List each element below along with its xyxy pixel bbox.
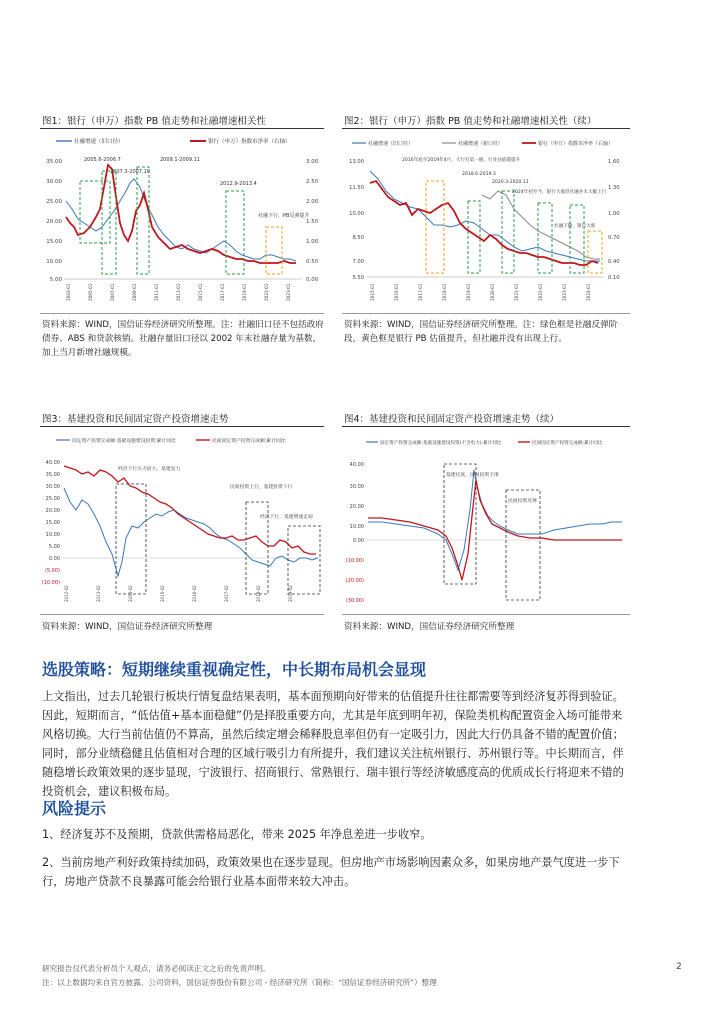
section1-paragraph <box>42 687 686 801</box>
svg-text:5.50: 5.50 <box>352 275 364 281</box>
svg-text:2012-02: 2012-02 <box>64 585 69 602</box>
svg-text:7.00: 7.00 <box>352 259 364 265</box>
figure3-legend-0: 固定资产投资完成额:基础设施建设投资:累计同比 <box>72 439 176 444</box>
svg-text:20.00: 20.00 <box>45 508 60 514</box>
svg-text:2020-01: 2020-01 <box>490 283 495 301</box>
figure3-annotation-2: 经济下行，基建增速走弱 <box>260 515 313 520</box>
footer-source-note: 注：以上数据均来自官方披露、公司资料，国信证券股份有限公司 - 经济研究所（简称：“国信证券经济研究所”）整理 <box>42 978 437 987</box>
svg-text:2007-01: 2007-01 <box>110 283 115 301</box>
svg-text:2011-01: 2011-01 <box>154 283 159 301</box>
svg-text:2015-02: 2015-02 <box>160 585 165 602</box>
figure1-top-rule <box>40 128 324 129</box>
section-title-risk: 风险提示 <box>42 799 107 818</box>
svg-text:2013-01: 2013-01 <box>176 283 181 301</box>
svg-text:2018-01: 2018-01 <box>442 283 447 301</box>
svg-text:2017-01: 2017-01 <box>418 283 423 301</box>
figure4-annotation-0: 基建托底，民间投资下滑 <box>446 473 499 478</box>
figure3-annotation-0: 经济下行压力较大，基建发力 <box>118 467 181 472</box>
svg-text:(10.00): (10.00) <box>345 558 364 564</box>
section-title-strategy: 选股策略：短期继续重视确定性，中长期布局机会显现 <box>42 660 427 679</box>
svg-text:10.00: 10.00 <box>349 524 364 530</box>
svg-text:2.00: 2.00 <box>306 199 319 205</box>
svg-text:2019-01: 2019-01 <box>466 283 471 301</box>
svg-text:2021-01: 2021-01 <box>264 283 269 301</box>
figure2-legend-1: 社融增速（新口径） <box>458 141 504 147</box>
svg-text:2015-01: 2015-01 <box>370 283 375 301</box>
figure1-chart <box>40 131 324 311</box>
svg-text:25.00: 25.00 <box>45 496 60 502</box>
section1-line-0: 上文指出，过去几轮银行板块行情复盘结果表明，基本面预期向好带来的估值提升往往都需要等到经济复苏得到验证。 <box>42 690 624 703</box>
svg-text:(30.00): (30.00) <box>345 598 364 604</box>
svg-text:15.00: 15.00 <box>45 520 60 526</box>
figure2-bottom-rule <box>342 313 630 314</box>
svg-text:30.00: 30.00 <box>349 484 364 490</box>
svg-text:(5.00): (5.00) <box>44 568 60 574</box>
risk-item-2-line-0: 2、当前房地产利好政策持续加码，政策效果也在逐步显现。但房地产市场影响因素众多，如果房地产景气度进一步下 <box>42 856 620 869</box>
figure2-annotation-0: 2016年底至2019年4月，大行打第一板，行业估值都提升 <box>402 158 521 163</box>
figure2-top-rule <box>342 128 630 129</box>
svg-text:2021-01: 2021-01 <box>514 283 519 301</box>
svg-text:0.10: 0.10 <box>608 275 620 281</box>
svg-text:2015-01: 2015-01 <box>198 283 203 301</box>
footer-disclaimer: 研究报告仅代表分析员个人观点，请务必阅读正文之后的免责声明。 <box>42 964 270 973</box>
svg-text:25.00: 25.00 <box>46 199 62 205</box>
figure4-legend-0: 固定资产投资完成额:基础设施建设投资(不含电力):累计同比 <box>380 441 502 446</box>
section1-line-5: 投资机会，建议积极布局。 <box>42 785 177 798</box>
svg-text:2013-02: 2013-02 <box>96 585 101 602</box>
svg-text:2.50: 2.50 <box>306 179 319 185</box>
section1-line-2: 风格切换。大行当前估值仍不算高，虽然后续定增会稀释股息率但仍有一定吸引力，因此大行仍具备不错的配置价值； <box>42 728 624 741</box>
figure3-chart <box>40 430 324 610</box>
svg-text:2016-02: 2016-02 <box>192 585 197 602</box>
figure1-legend-1: 银行（申万）指数市净率（右轴） <box>208 139 291 145</box>
figure2-annotation-2: 2020.3-2020.11 <box>492 180 529 185</box>
figure2-note: 资料来源：WIND，国信证券经济研究所整理。注：绿色框是社融反弹阶段，黄色框是银行 PB 估值提升，但社融并没有出现上行。 <box>344 320 618 344</box>
figure2-legend-0: 社融增速（旧口径） <box>368 141 414 147</box>
svg-text:8.50: 8.50 <box>352 235 364 241</box>
svg-text:20.00: 20.00 <box>349 504 364 510</box>
figure4-title: 图4：基建投资和民间固定资产投资增速走势（续） <box>344 414 560 425</box>
svg-text:2019-02: 2019-02 <box>288 585 293 602</box>
figure1-note: 资料来源：WIND，国信证券经济研究所整理。注：社融旧口径不包括政府债券、ABS 和贷款核销。社融存量旧口径以 2002 年末社融存量为基数，加上当月新增社融规模。 <box>42 320 324 358</box>
svg-text:0.00: 0.00 <box>352 538 364 544</box>
figure2-chart <box>342 131 630 311</box>
risk-item-2-line-1: 行，房地产贷款不良暴露可能会给银行业基本面带来较大冲击。 <box>42 875 356 888</box>
svg-text:3.00: 3.00 <box>306 159 319 165</box>
figure3-note: 资料来源：WIND，国信证券经济研究所整理 <box>42 622 213 632</box>
section1-line-3: 同时，部分业绩稳健且估值相对合理的区域行吸引力有所提升，我们建议关注杭州银行、苏州银行等。中长期而言，伴 <box>42 747 624 760</box>
figure1-legend-0: 社融增速（旧口径） <box>74 139 124 145</box>
figure4-note: 资料来源：WIND，国信证券经济研究所整理 <box>344 622 515 632</box>
figure1-annotation-3: 2012.9-2013.4 <box>220 181 257 187</box>
figure1-bottom-rule <box>40 313 324 314</box>
svg-text:40.00: 40.00 <box>349 462 364 468</box>
svg-text:2022-01: 2022-01 <box>538 283 543 301</box>
svg-text:0.00: 0.00 <box>306 277 319 283</box>
svg-text:35.00: 35.00 <box>46 159 62 165</box>
svg-text:2023-01: 2023-01 <box>286 283 291 301</box>
figure4-legend-1: 民间固定资产投资完成额:累计同比 <box>532 441 603 446</box>
risk-item-1: 1、经济复苏不及预期，贷款供需格局恶化，带来 2025 年净息差进一步收窄。 <box>42 828 432 841</box>
svg-text:10.00: 10.00 <box>349 211 364 217</box>
figure4-chart <box>342 430 630 610</box>
figure4-bottom-rule <box>342 614 630 615</box>
figure2-annotation-4: 社融下降，银行大涨 <box>554 224 596 229</box>
svg-text:1.00: 1.00 <box>306 239 319 245</box>
svg-text:(20.00): (20.00) <box>345 578 364 584</box>
svg-text:1.00: 1.00 <box>608 211 620 217</box>
svg-text:2017-02: 2017-02 <box>224 585 229 602</box>
figure3-annotation-1: 民间投资上行，基建投资下行 <box>230 485 293 490</box>
svg-text:10.00: 10.00 <box>46 259 62 265</box>
svg-text:2017-01: 2017-01 <box>220 283 225 301</box>
section1-line-1: 因此，短期而言，“低估值+基本面稳健”仍是择股重要方向，尤其是年底到明年初，保险类机构配置资金入场可能带来 <box>42 709 623 722</box>
figure3-top-rule <box>40 426 324 427</box>
svg-text:2023-01: 2023-01 <box>562 283 567 301</box>
figure1-annotation-4: 社融下行，PB反弹提升 <box>258 213 310 219</box>
risk-item-2 <box>42 853 686 891</box>
svg-text:35.00: 35.00 <box>45 472 60 478</box>
figure2-title: 图2：银行（申万）指数 PB 值走势和社融增速相关性（续） <box>344 116 597 127</box>
svg-text:2005-01: 2005-01 <box>88 283 93 301</box>
svg-text:0.40: 0.40 <box>608 259 620 265</box>
figure1-annotation-1: 2007.3-2007.10 <box>110 169 150 175</box>
svg-text:1.30: 1.30 <box>608 185 620 191</box>
svg-text:15.00: 15.00 <box>46 239 62 245</box>
svg-text:(10.00): (10.00) <box>41 580 60 586</box>
svg-text:30.00: 30.00 <box>46 179 62 185</box>
svg-text:1.60: 1.60 <box>608 159 620 165</box>
svg-text:2003-01: 2003-01 <box>66 283 71 301</box>
svg-text:10.00: 10.00 <box>45 532 60 538</box>
svg-text:2016-01: 2016-01 <box>394 283 399 301</box>
svg-text:1.50: 1.50 <box>306 219 319 225</box>
figure1-title: 图1：银行（申万）指数 PB 值走势和社融增速相关性 <box>42 116 266 127</box>
svg-text:0.70: 0.70 <box>608 235 620 241</box>
svg-text:2024-01: 2024-01 <box>586 283 591 301</box>
svg-text:2009-01: 2009-01 <box>132 283 137 301</box>
svg-text:2014-02: 2014-02 <box>128 585 133 602</box>
figure1-annotation-2: 2009.1-2009.11 <box>160 157 200 163</box>
section1-line-4: 随稳增长政策效果的逐步显现，宁波银行、招商银行、常熟银行、瑞丰银行等经济敏感度高的优质成长行将迎来不错的 <box>42 766 624 779</box>
svg-text:11.50: 11.50 <box>349 185 364 191</box>
svg-text:13.00: 13.00 <box>349 159 364 165</box>
figure3-title: 图3：基建投资和民间固定资产投资增速走势 <box>42 414 229 425</box>
figure2-legend-2: 银行（申万）指数市净率（右轴） <box>538 141 614 147</box>
figure4-top-rule <box>342 426 630 427</box>
svg-text:2018-02: 2018-02 <box>256 585 261 602</box>
svg-text:40.00: 40.00 <box>45 460 60 466</box>
svg-text:5.00: 5.00 <box>49 277 62 283</box>
figure1-annotation-0: 2005.6-2006.7 <box>84 157 121 163</box>
figure3-legend-1: 民间固定资产投资完成额:累计同比 <box>212 439 286 444</box>
svg-text:0.50: 0.50 <box>306 259 319 265</box>
page-number: 2 <box>676 962 682 972</box>
svg-text:5.00: 5.00 <box>48 544 60 550</box>
svg-text:2019-01: 2019-01 <box>242 283 247 301</box>
svg-text:0.00: 0.00 <box>48 556 60 562</box>
figure2-annotation-3: 2024年初至今，银行大涨但社融并未大幅上行 <box>512 190 607 195</box>
figure2-annotation-1: 2018.6-2019.3 <box>462 172 496 177</box>
figure4-annotation-1: 民间投资反弹 <box>508 499 537 504</box>
svg-text:20.00: 20.00 <box>46 219 62 225</box>
svg-text:30.00: 30.00 <box>45 484 60 490</box>
figure3-bottom-rule <box>40 614 324 615</box>
